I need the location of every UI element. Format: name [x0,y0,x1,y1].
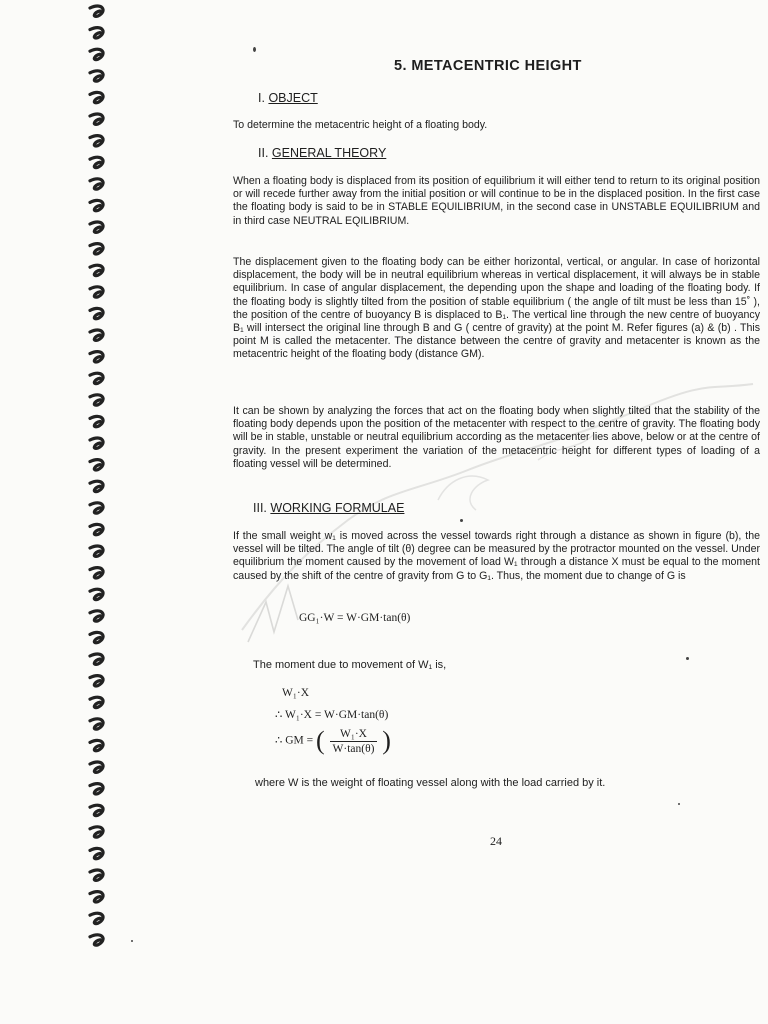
binding-ring [90,762,103,772]
binding-ring [90,222,103,232]
binding-ring [90,784,103,794]
binding-ring [90,308,103,318]
section-formulae-heading [253,501,404,515]
binding-ring [90,848,103,858]
gm-numerator: W₁·X [330,728,378,742]
binding-ring [90,157,103,167]
equation-gm [275,726,391,756]
binding-ring [90,568,103,578]
binding-ring [90,892,103,902]
scan-speck [686,657,689,660]
gm-lhs: ∴ GM = [275,734,314,747]
section-number: I. [258,91,265,105]
binding-ring [90,654,103,664]
binding-ring [90,92,103,102]
formulae-paragraph: If the small weight w₁ is moved across the vessel towards right through a distance as shown in figure (b), the vessel will be tilted. The angle of tilt (θ) degree can be measured by the protractor mounted on the vessel. Under equilibrium the moment caused by the movement of load W₁ through a distance X must be equal to the moment caused by the shift of the centre of gravity from G to G₁. Thus, the moment due to change of G is [233,530,760,582]
theory-paragraph-2: The displacement given to the floating body can be either horizontal, vertical, or angular. In case of horizontal displacement, the body will be in neutral equilibrium whereas in vertical displacement, it will always be in stable equilibrium. In case of angular displacement, the depending upon the shape and loading of the floating body. If the floating body is slightly tilted from the position of stable equilibrium ( the angle of tilt must be less than 15˚ ), the position of the centre of buoyancy B is displaced to B₁. The vertical line through the new centre of buoyancy B₁ will intersect the original line through B and G ( centre of gravity) at the point M. Refer figures (a) & (b) . This point M is called the metacenter. The distance between the centre of gravity and metacenter is known as the metacentric height of the floating body (distance GM). [233,256,760,361]
binding-ring [90,697,103,707]
theory-paragraph-1: When a floating body is displaced from its position of equilibrium it will either tend to return to its original position or will recede further away from the initial position or will continue to be in the displaced position. In the first case the floating body is said to be in STABLE EQUILIBRIUM, in the second case in UNSTABLE EQUILIBRIUM and in third case NEUTRAL EQILIBRIUM. [233,175,760,227]
binding-ring [90,49,103,59]
binding-ring [90,589,103,599]
binding-ring [90,330,103,340]
right-paren: ) [382,726,391,755]
binding-ring [90,28,103,38]
page-number: 24 [490,834,502,848]
section-title: OBJECT [268,91,318,105]
equation-moment-change-g: GG₁·W = W·GM·tan(θ) [299,612,411,624]
binding-ring [90,935,103,945]
binding-ring [90,719,103,729]
where-line: where W is the weight of floating vessel along with the load carried by it. [255,777,606,789]
section-number: II. [258,146,269,160]
binding-ring [90,287,103,297]
binding-ring [90,460,103,470]
scan-speck [253,47,256,52]
binding-ring [90,395,103,405]
binding-ring [90,611,103,621]
page-title: 5. METACENTRIC HEIGHT [394,58,582,74]
equation-moment-w1: W₁·X [282,687,309,699]
binding-ring [90,805,103,815]
equation-equilibrium: ∴ W₁·X = W·GM·tan(θ) [275,709,389,721]
object-text: To determine the metacentric height of a floating body. [233,119,488,131]
gm-denominator: W·tan(θ) [332,742,375,755]
binding-ring [90,179,103,189]
binding-ring [90,114,103,124]
binding-ring [90,503,103,513]
theory-paragraph-3: It can be shown by analyzing the forces that act on the floating body when slightly tilted that the stability of the floating body depends upon the position of the metacenter with respect to the centre of gravity. The floating body will be in stable, unstable or neutral equilibrium according as the metacenter lies above, below or at the centre of gravity. In the present experiment the variation of the metacentric height for different types of loading of a floating vessel will be determined. [233,405,760,470]
binding-ring [90,373,103,383]
left-paren: ( [315,726,325,755]
binding-ring [90,6,103,16]
binding-ring [90,352,103,362]
binding-ring [90,524,103,534]
binding-ring [90,136,103,146]
binding-ring [90,913,103,923]
moment-line: The moment due to movement of W₁ is, [253,659,447,671]
section-theory-heading [258,146,386,160]
binding-ring [90,870,103,880]
scan-speck [460,519,463,522]
binding-ring [90,827,103,837]
binding-ring [90,244,103,254]
binding-ring [90,265,103,275]
binding-ring [90,740,103,750]
binding-ring [90,438,103,448]
scan-speck [678,803,680,805]
spiral-binding [84,0,112,960]
binding-ring [90,632,103,642]
section-object-heading [258,91,318,105]
binding-ring [90,676,103,686]
binding-ring [90,416,103,426]
section-title: WORKING FORMULAE [270,501,405,515]
binding-ring [90,481,103,491]
scan-speck [131,940,133,942]
binding-ring [90,546,103,556]
binding-ring [90,200,103,210]
section-title: GENERAL THEORY [271,146,387,160]
gm-fraction [330,728,378,755]
binding-ring [90,71,103,81]
section-number: III. [253,501,267,515]
